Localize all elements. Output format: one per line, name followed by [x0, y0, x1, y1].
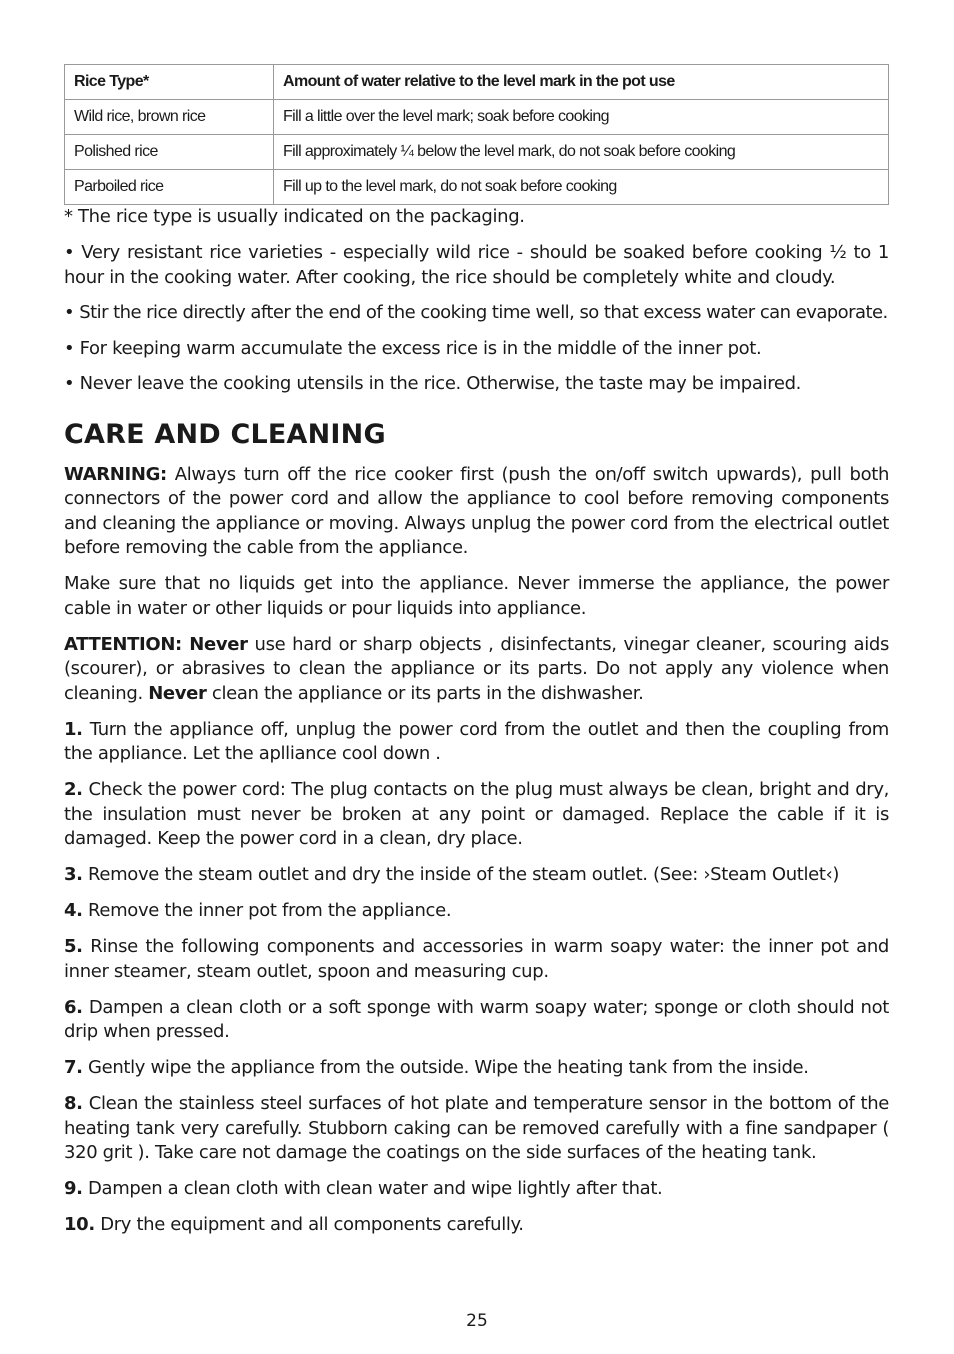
table-cell: Polished rice [65, 135, 274, 170]
step-item [64, 863, 889, 888]
step-text: Gently wipe the appliance from the outside. Wipe the heating tank from the inside. [82, 1057, 809, 1078]
step-text: Remove the inner pot from the appliance. [82, 900, 452, 921]
table-row [65, 135, 889, 170]
step-text: Turn the appliance off, unplug the power cord from the outlet and then the coupling from the appliance. Let the aplliance cool down . [64, 718, 889, 764]
table-row [65, 100, 889, 135]
step-item [64, 935, 889, 984]
step-text: Remove the steam outlet and dry the inside of the steam outlet. (See: ›Steam Outlet‹) [82, 864, 840, 885]
step-number: 6. [64, 996, 83, 1018]
never-emphasis: Never [148, 682, 207, 704]
step-number: 7. [64, 1057, 83, 1078]
step-text: Dry the equipment and all components carefully. [94, 1214, 524, 1235]
table-header-cell: Rice Type* [65, 65, 274, 100]
step-number: 8. [64, 1093, 83, 1114]
attention-text: use hard or sharp objects , disinfectants, vinegar cleaner, scouring aids (scourer), or abrasives to clean the appliance or its parts. Do not apply any violence when cleaning. [64, 633, 889, 704]
step-text: Dampen a clean cloth with clean water and wipe lightly after that. [82, 1178, 663, 1199]
attention-label: ATTENTION: Never [64, 633, 248, 655]
attention-text-end: clean the appliance or its parts in the dishwasher. [206, 682, 644, 704]
step-item [64, 996, 889, 1045]
step-item [64, 778, 889, 852]
table-header-cell: Amount of water relative to the level mark in the pot use [274, 65, 889, 100]
step-text: Rinse the following components and accessories in warm soapy water: the inner pot and inner steamer, steam outlet, spoon and measuring cup. [64, 936, 889, 982]
page-number: 25 [466, 1311, 488, 1331]
table-row [65, 170, 889, 205]
step-number: 5. [64, 936, 83, 957]
manual-page [64, 64, 889, 1249]
step-number: 3. [64, 864, 83, 885]
section-heading: CARE AND CLEANING [64, 418, 386, 450]
step-number: 10. [64, 1214, 95, 1235]
bullet-list [64, 241, 889, 397]
step-item [64, 1092, 889, 1166]
warning-paragraph [64, 463, 889, 561]
warning-text: Always turn off the rice cooker first (push the on/off switch upwards), pull both connectors of the power cord and allow the appliance to cool before removing components and cleaning the appliance or moving. Always unplug the power cord from the electrical outlet before removing the cable from the appliance. [64, 463, 889, 558]
cleaning-steps [64, 718, 889, 1238]
bullet-item: • For keeping warm accumulate the excess rice is in the middle of the inner pot. [64, 337, 762, 359]
liquids-paragraph: Make sure that no liquids get into the appliance. Never immerse the appliance, the power cable in water or other liquids or pour liquids into appliance. [64, 573, 889, 619]
table-cell: Fill up to the level mark, do not soak before cooking [274, 170, 889, 205]
step-item [64, 718, 889, 767]
table-cell: Parboiled rice [65, 170, 274, 205]
table-cell: Fill a little over the level mark; soak before cooking [274, 100, 889, 135]
attention-paragraph [64, 633, 889, 707]
step-text: Check the power cord: The plug contacts on the plug must always be clean, bright and dry, the insulation must never be broken at any point or damaged. Replace the cable if it is damaged. Keep the power cord in a clean, dry place. [64, 779, 889, 849]
table-header-row [65, 65, 889, 100]
step-number: 2. [64, 779, 83, 800]
rice-water-table [64, 64, 889, 205]
bullet-item: • Stir the rice directly after the end of the cooking time well, so that excess water can evaporate. [64, 302, 888, 323]
step-text: Dampen a clean cloth or a soft sponge with warm soapy water; sponge or cloth should not drip when pressed. [64, 996, 889, 1042]
step-number: 1. [64, 718, 83, 740]
table-cell: Wild rice, brown rice [65, 100, 274, 135]
step-item [64, 1177, 889, 1202]
step-item [64, 1213, 889, 1238]
bullet-item: • Very resistant rice varieties - especially wild rice - should be soaked before cooking ½ to 1 hour in the cooking water. After cooking, the rice should be completely white and cloudy. [64, 242, 889, 288]
table-footnote: * The rice type is usually indicated on the packaging. [64, 206, 525, 227]
step-item [64, 1056, 889, 1081]
bullet-item: • Never leave the cooking utensils in the rice. Otherwise, the taste may be impaired. [64, 373, 802, 394]
step-item [64, 899, 889, 924]
step-number: 9. [64, 1178, 83, 1199]
step-number: 4. [64, 900, 83, 921]
warning-label: WARNING: [64, 463, 167, 485]
step-text: Clean the stainless steel surfaces of hot plate and temperature sensor in the bottom of the heating tank very carefully. Stubborn caking can be removed carefully with a fine sandpaper ( 320 grit ). Take care not damage the coatings on the side surfaces of the heating tank. [64, 1093, 889, 1163]
table-cell: Fill approximately ¼ below the level mark, do not soak before cooking [274, 135, 889, 170]
